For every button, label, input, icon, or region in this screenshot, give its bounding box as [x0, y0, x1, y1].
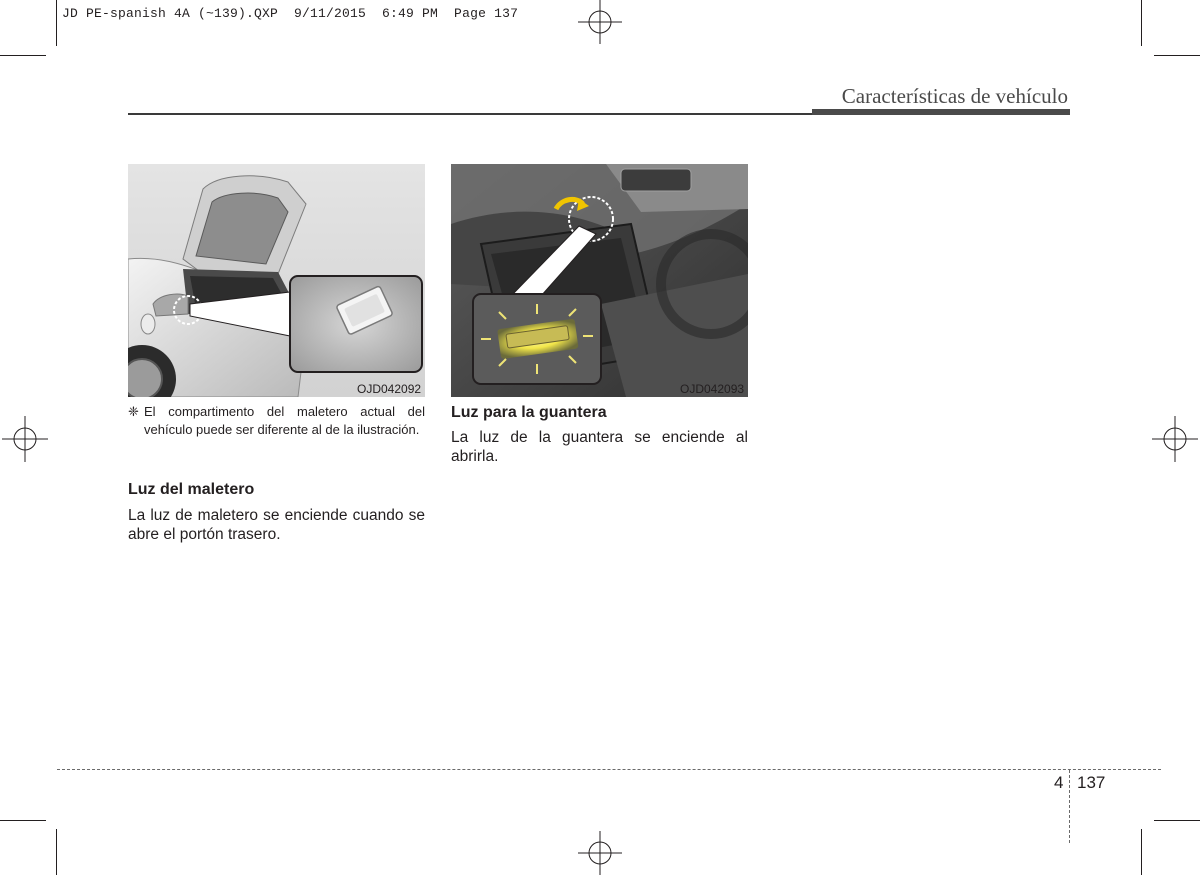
trunk-light-paragraph: La luz de maletero se enciende cuando se abre el portón trasero. — [128, 507, 425, 543]
note-symbol: ❈ — [128, 404, 139, 419]
footer-dashed-rule — [57, 769, 1161, 770]
registration-mark-left — [2, 416, 48, 462]
trunk-light-figure — [128, 164, 425, 397]
page-number: 137 — [1077, 773, 1106, 792]
figure-code-middle: OJD042093 — [680, 382, 745, 396]
glove-box-illustration — [451, 164, 748, 397]
trunk-light-heading: Luz del maletero — [128, 481, 255, 498]
chapter-number: 4 — [1054, 773, 1064, 792]
registration-mark-right — [1152, 416, 1198, 462]
print-slug: JD PE-spanish 4A (~139).QXP 9/11/2015 6:49 PM Page 137 — [62, 6, 519, 21]
registration-mark-bottom — [578, 831, 622, 875]
illustration-note — [128, 403, 425, 439]
section-title: Características de vehículo — [841, 84, 1068, 108]
registration-mark-top — [578, 0, 622, 44]
glove-box-light-figure — [451, 164, 748, 397]
figure-code-left: OJD042092 — [357, 382, 422, 396]
note-text: El compartimento del maletero actual del vehículo puede ser diferente al de la ilustración. — [144, 404, 425, 437]
glove-box-light-heading: Luz para la guantera — [451, 404, 607, 421]
header-rule-accent — [812, 109, 1070, 115]
glove-box-light-paragraph: La luz de la guantera se enciende al abrirla. — [451, 429, 748, 465]
trunk-illustration — [128, 164, 425, 397]
footer-dashed-divider — [1069, 770, 1070, 843]
